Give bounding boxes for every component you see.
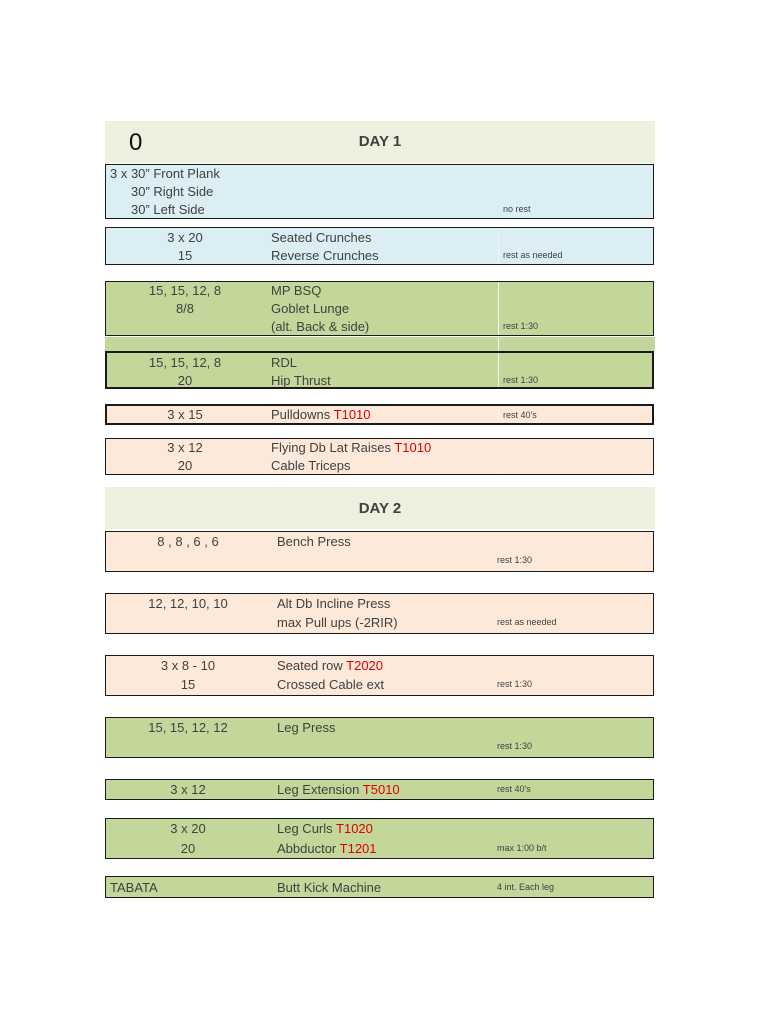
tempo-code: T1010: [394, 440, 432, 455]
rest-note: 4 int. Each leg: [497, 882, 555, 892]
rest-note: rest 1:30: [503, 375, 539, 385]
column-divider: [498, 282, 499, 335]
rest-note: rest as needed: [497, 617, 557, 627]
tempo-code: T5010: [362, 782, 400, 797]
exercise-line: [277, 657, 383, 675]
exercise-name: RDL: [271, 355, 298, 370]
exercise-name: Seated Crunches: [271, 230, 372, 245]
set-scheme: 15: [180, 677, 196, 692]
tempo-code: T1010: [333, 407, 371, 422]
exercise-name: Reverse Crunches: [271, 248, 379, 263]
tempo-code: T2020: [346, 658, 384, 673]
exercise-line: [277, 781, 400, 799]
exercise-name: Bench Press: [277, 534, 351, 549]
day2-header: [105, 487, 655, 529]
set-scheme: 3 x 20: [167, 230, 203, 245]
set-scheme: 3 x 15: [167, 407, 203, 422]
exercise-line: [271, 439, 431, 457]
exercise-name: Leg Extension: [277, 782, 360, 797]
exercise-line: [277, 840, 377, 858]
exercise-name: Seated row: [277, 658, 343, 673]
set-scheme: 30” Right Side: [131, 184, 214, 199]
rest-note: rest 40's: [503, 410, 537, 420]
exercise-name: Hip Thrust: [271, 373, 331, 388]
day1-title: DAY 1: [358, 133, 402, 150]
set-scheme: 20: [177, 458, 193, 473]
rest-note: rest 1:30: [497, 555, 533, 565]
rest-note: rest 1:30: [497, 741, 533, 751]
rest-note: rest as needed: [503, 250, 563, 260]
set-scheme: 8/8: [175, 301, 195, 316]
spacer-strip: [105, 337, 655, 351]
column-divider: [498, 456, 499, 474]
set-scheme: 3 x 20: [170, 821, 206, 836]
exercise-name: MP BSQ: [271, 283, 322, 298]
exercise-name: Cable Triceps: [271, 458, 351, 473]
rest-note: max 1:00 b/t: [497, 843, 547, 853]
rest-note: rest 40's: [497, 784, 531, 794]
exercise-name: Pulldowns: [271, 407, 331, 422]
set-scheme: 15, 15, 12, 12: [148, 720, 228, 735]
exercise-name: Goblet Lunge: [271, 301, 350, 316]
set-scheme: 12, 12, 10, 10: [148, 596, 228, 611]
set-scheme: 15, 15, 12, 8: [148, 355, 222, 370]
set-scheme: 8 , 8 , 6 , 6: [157, 534, 219, 549]
exercise-name: Alt Db Incline Press: [277, 596, 391, 611]
set-scheme: 20: [177, 373, 193, 388]
set-scheme: 15, 15, 12, 8: [148, 283, 222, 298]
column-divider: [498, 353, 499, 387]
exercise-name: Leg Curls: [277, 821, 333, 836]
rest-note: rest 1:30: [503, 321, 539, 331]
day-number: 0: [129, 129, 143, 156]
exercise-line: [271, 406, 371, 424]
set-scheme: 20: [180, 841, 196, 856]
tempo-code: T1201: [339, 841, 377, 856]
column-divider: [498, 337, 499, 351]
exercise-name: max Pull ups (-2RIR): [277, 615, 398, 630]
set-scheme: 3 x 8 - 10: [160, 658, 216, 673]
exercise-name: Leg Press: [277, 720, 336, 735]
column-divider: [498, 228, 499, 264]
exercise-name: Butt Kick Machine: [277, 880, 382, 895]
exercise-name: Abbductor: [277, 841, 337, 856]
set-scheme: 3 x 12: [170, 782, 206, 797]
set-scheme: TABATA: [110, 880, 158, 895]
exercise-note: (alt. Back & side): [271, 319, 370, 334]
exercise-line: [277, 820, 373, 838]
set-scheme: 30” Left Side: [131, 202, 205, 217]
set-scheme: 3 x 12: [167, 440, 203, 455]
set-scheme: 15: [177, 248, 193, 263]
set-scheme: 3 x 30” Front Plank: [110, 166, 220, 181]
day1-header: [105, 121, 655, 163]
exercise-name: Crossed Cable ext: [277, 677, 384, 692]
rest-note: no rest: [503, 204, 531, 214]
column-divider: [498, 406, 499, 423]
tempo-code: T1020: [336, 821, 373, 836]
day2-title: DAY 2: [358, 500, 402, 517]
exercise-name: Flying Db Lat Raises: [271, 440, 391, 455]
rest-note: rest 1:30: [497, 679, 533, 689]
